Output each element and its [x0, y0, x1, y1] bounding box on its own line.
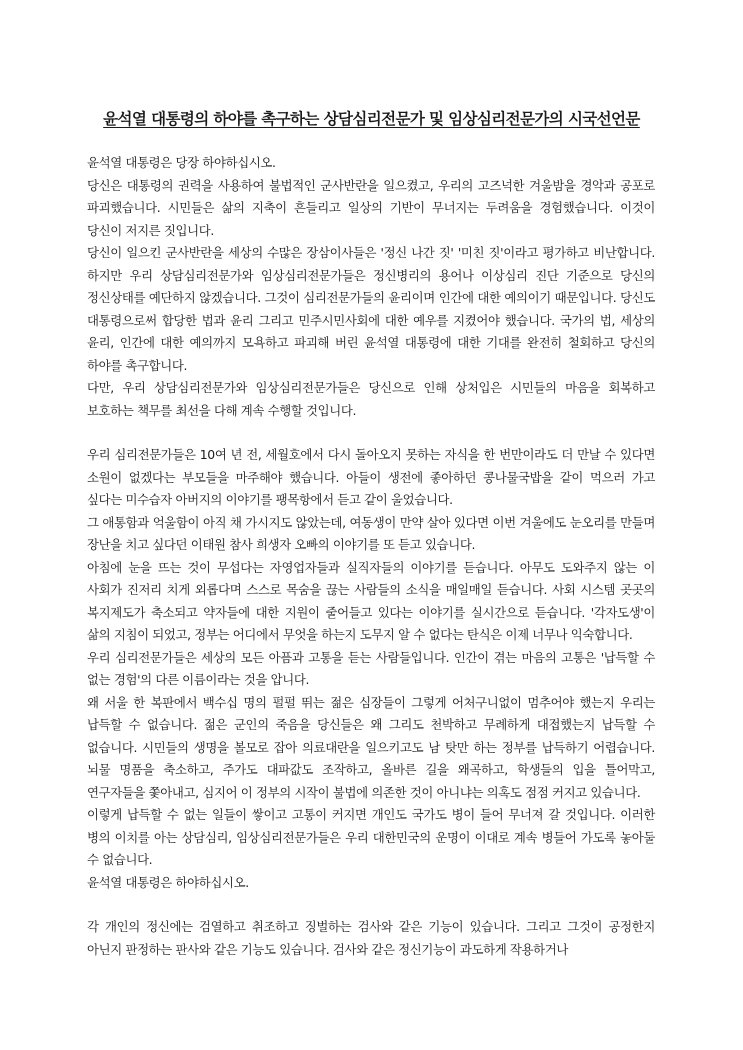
- paragraph: 당신이 일으킨 군사반란을 세상의 수많은 장삼이사들은 '정신 나간 짓' '미친 짓'이라고 평가하고 비난합니다. 하지만 우리 상담심리전문가와 임상심리전문가들은 정신병리의 용어나 이상심리 진단 기준으로 당신의 정신상태를 예단하지 않겠습니다. 그것이 심리전문가들의 윤리이며 인간에 대한 예의이기 때문입니다. 당신도 대통령으로써 합당한 법과 윤리 그리고 민주시민사회에 대한 예우를 지켰어야 했습니다. 국가의 법, 세상의 윤리, 인간에 대한 예의까지 모욕하고 파괴해 버린 윤석열 대통령에 대한 기대를 완전히 철회하고 당신의 하야를 촉구합니다.: [87, 245, 655, 373]
- paragraph: 다만, 우리 상담심리전문가와 임상심리전문가들은 당신으로 인해 상처입은 시민들의 마음을 회복하고 보호하는 책무를 최선을 다해 계속 수행할 것입니다.: [87, 380, 655, 418]
- paragraph: 우리 심리전문가들은 세상의 모든 아픔과 고통을 듣는 사람들입니다. 인간이 겪는 마음의 고통은 '납득할 수 없는 경험'의 다른 이름이라는 것을 압니다.: [87, 649, 655, 687]
- paragraph: 그 애통함과 억울함이 아직 채 가시지도 않았는데, 여동생이 만약 살아 있다면 이번 겨울에도 눈오리를 만들며 장난을 치고 싶다던 이태원 참사 희생자 오빠의 이야기를 또 듣고 있습니다.: [87, 514, 655, 552]
- paragraph: 우리 심리전문가들은 10여 년 전, 세월호에서 다시 돌아오지 못하는 자식을 한 번만이라도 더 만날 수 있다면 소원이 없겠다는 부모들을 마주해야 했습니다. 아들이 생전에 좋아하던 콩나물국밥을 같이 먹으러 가고 싶다는 미수습자 아버지의 이야기를 팽목항에서 듣고 같이 울었습니다.: [87, 447, 655, 507]
- paragraph: 아침에 눈을 뜨는 것이 무섭다는 자영업자들과 실직자들의 이야기를 듣습니다. 아무도 도와주지 않는 이 사회가 진저리 치게 외롭다며 스스로 목숨을 끊는 사람들의 소식을 매일매일 듣습니다. 사회 시스템 곳곳의 복지제도가 축소되고 약자들에 대한 지원이 줄어들고 있다는 이야기를 실시간으로 듣습니다. '각자도생'이 삶의 지침이 되었고, 정부는 어디에서 무엇을 하는지 도무지 알 수 없다는 탄식은 이제 너무나 익숙합니다.: [87, 559, 655, 642]
- paragraph: 왜 서울 한 복판에서 백수십 명의 펄펄 뛰는 젊은 심장들이 그렇게 어처구니없이 멈추어야 했는지 우리는 납득할 수 없습니다. 젊은 군인의 죽음을 당신들은 왜 그리도 천박하고 무례하게 대접했는지 납득할 수 없습니다. 시민들의 생명을 볼모로 잡아 의료대란을 일으키고도 남 탓만 하는 정부를 납득하기 어렵습니다. 뇌물 명품을 축소하고, 주가도 대파값도 조작하고, 올바른 길을 왜곡하고, 학생들의 입을 틀어막고, 연구자들을 쫓아내고, 심지어 이 정부의 시작이 불법에 의존한 것이 아니냐는 의혹도 점점 커지고 있습니다.: [87, 694, 655, 800]
- paragraph: 당신은 대통령의 권력을 사용하여 불법적인 군사반란을 일으켰고, 우리의 고즈넉한 겨울밤을 경악과 공포로 파괴했습니다. 시민들은 삶의 지축이 흔들리고 일상의 기반이 무너지는 두려움을 경험했습니다. 이것이 당신이 저지른 짓입니다.: [87, 177, 655, 238]
- document-body: [87, 152, 655, 961]
- paragraph: 윤석열 대통령은 당장 하야하십시오.: [87, 155, 276, 170]
- paragraph-gap: [87, 422, 655, 444]
- paragraph: 이렇게 납득할 수 없는 일들이 쌓이고 고통이 커지면 개인도 국가도 병이 들어 무너져 갈 것입니다. 이러한 병의 이치를 아는 상담심리, 임상심리전문가들은 우리 대한민국의 운명이 이대로 계속 병들어 가도록 놓아둘 수 없습니다.: [87, 807, 655, 867]
- document-title: 윤석열 대통령의 하야를 촉구하는 상담심리전문가 및 임상심리전문가의 시국선언문: [103, 110, 640, 128]
- paragraph: 각 개인의 정신에는 검열하고 취조하고 징벌하는 검사와 같은 기능이 있습니다. 그리고 그것이 공정한지 아닌지 판정하는 판사와 같은 기능도 있습니다. 검사와 같은 정신기능이 과도하게 작용하거나: [87, 919, 655, 957]
- paragraph: 윤석열 대통령은 하야하십시오.: [87, 874, 249, 890]
- paragraph-gap: [87, 894, 655, 916]
